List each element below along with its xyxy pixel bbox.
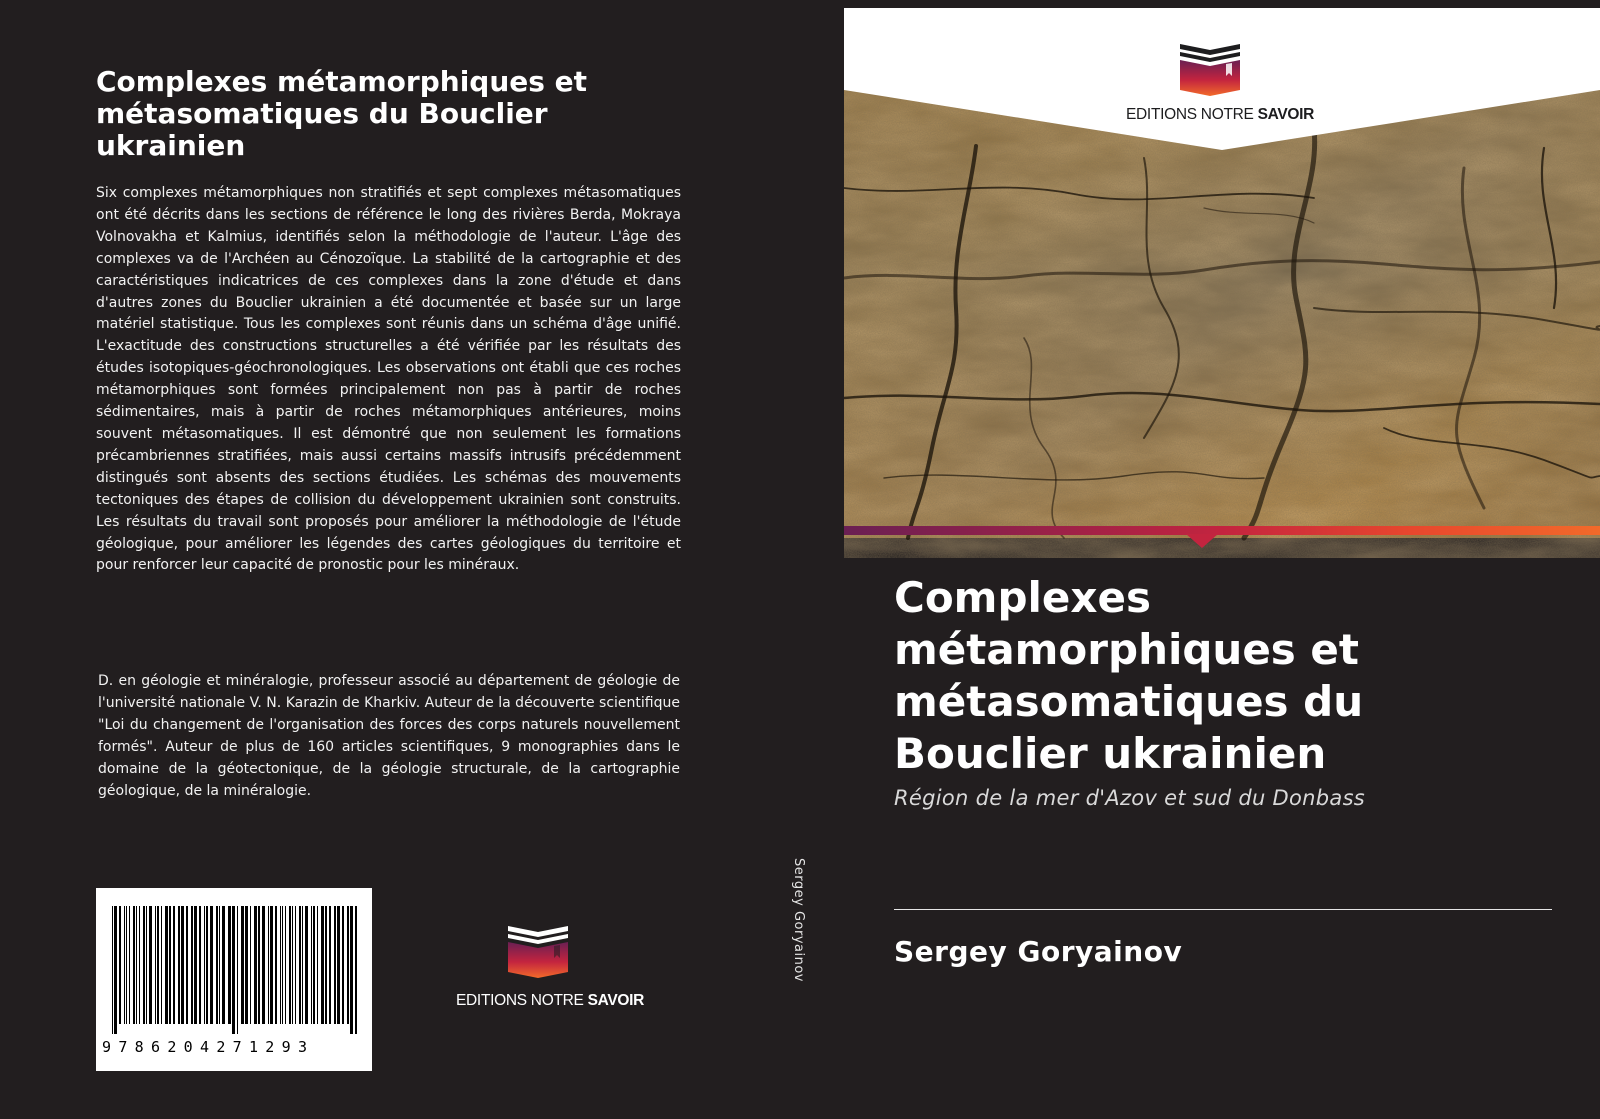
front-subtitle: Région de la mer d'Azov et sud du Donbass: [894, 786, 1366, 810]
publisher-name: EDITIONS NOTRE SAVOIR: [456, 992, 645, 1009]
publisher-name: EDITIONS NOTRE SAVOIR: [1126, 106, 1315, 123]
book-summary: Six complexes métamorphiques non stratifiés et sept complexes métasomatiques ont été décrits dans les sections de référence le long des rivières Berda, Mokraya Volnovakha et Kalmius, identifiés selon la méthodologie de l'auteur. L'âge des complexes va de l'Archéen au Cénozoïque. La stabilité de la cartographie et des caractéristiques indicatrices de ces complexes dans la zone d'étude et dans d'autres zones du Bouclier ukrainien a été documentée et basée sur un large matériel statistique. Tous les complexes sont réunis dans un schéma d'âge unifié. L'exactitude des constructions structurelles a été vérifiée par les résultats des études isotopiques-géochronologiques. Les observations ont établi que ces roches métamorphiques sont formées principalement non pas à partir de roches sédimentaires, mais à partir de roches métamorphiques antérieures, moins souvent métasomatiques. Il est démontré que non seulement les formations précambriennes stratifiées, mais aussi certains massifs intrusifs précédemment distingués sont absents des sections étudiées. Les schémas des mouvements tectoniques des étapes de collision du développement ukrainien sont construits. Les résultats du travail sont proposés pour améliorer la méthodologie de l'étude géologique, pour améliorer les légendes des cartes géologiques du territoire et pour renforcer leur capacité de pronostic pour les minéraux.: [96, 185, 681, 574]
divider-line: [894, 909, 1552, 910]
spine: [830, 0, 844, 1119]
spine-author: Sergey Goryainov: [791, 858, 806, 982]
barcode-bars: [110, 906, 360, 1034]
front-title: Complexes métamorphiques et métasomatiques du Bouclier ukrainien: [894, 573, 1364, 778]
book-stack-icon: [1174, 40, 1246, 98]
front-author: Sergey Goryainov: [894, 935, 1183, 968]
back-title: Complexes métamorphiques et métasomatiques du Bouclier ukrainien: [96, 65, 588, 162]
front-cover: [844, 0, 1600, 1119]
author-bio: D. en géologie et minéralogie, professeur associé au département de géologie de l'université nationale V. N. Karazin de Kharkiv. Auteur de la découverte scientifique "Loi du changement de l'organisation des forces des corps naturels nouvellement formés". Auteur de plus de 160 articles scientifiques, 9 monographies dans le domaine de la géotectonique, de la géologie structurale, de la cartographie géologique, de la minéralogie.: [98, 673, 680, 799]
front-publisher-logo: [1074, 40, 1374, 130]
back-publisher-logo: [452, 922, 645, 1012]
barcode-digits: 9786204271293: [102, 1038, 315, 1056]
book-stack-icon: [502, 922, 574, 980]
isbn-barcode: [96, 888, 372, 1071]
